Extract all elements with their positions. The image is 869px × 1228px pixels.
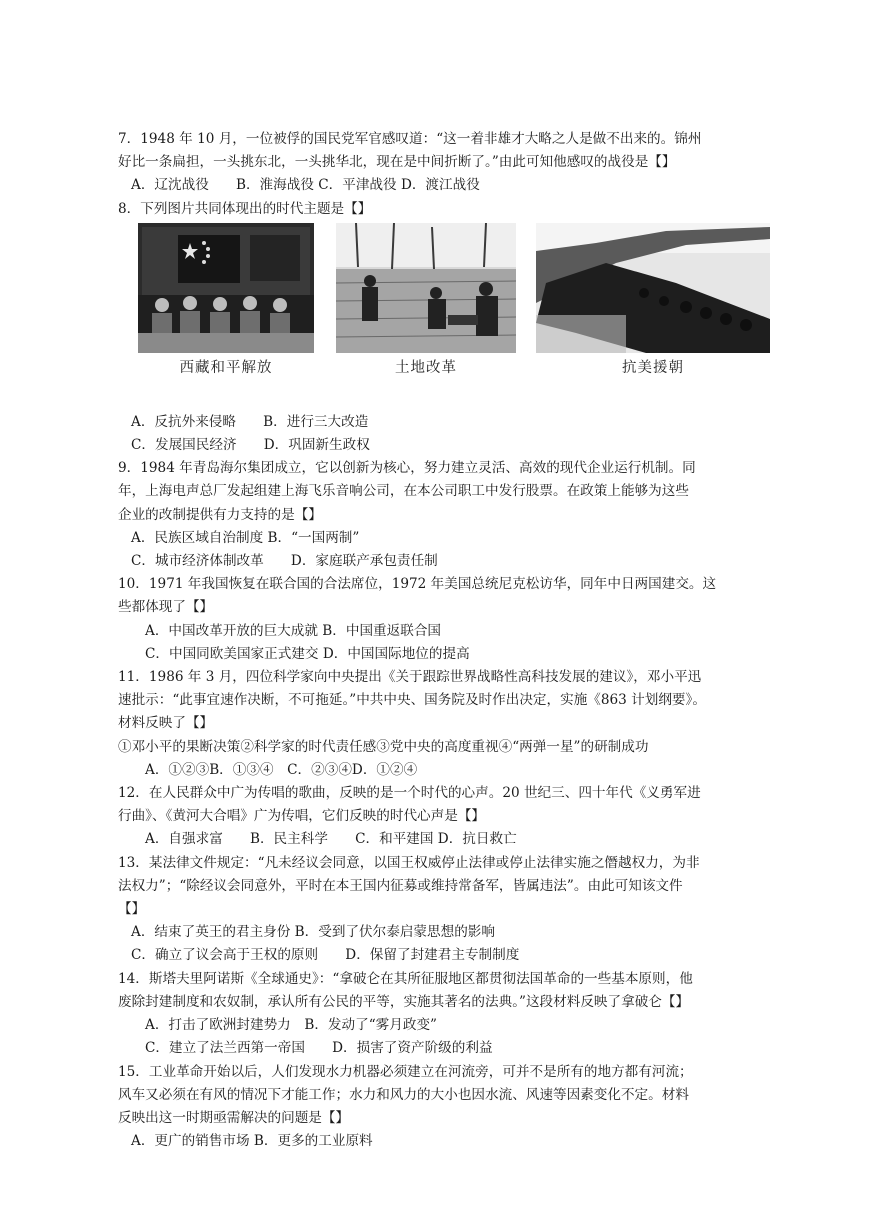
question-12 <box>118 782 773 852</box>
korea-war-photo <box>536 223 770 376</box>
question-stem: 速批示：“此事宜速作决断，不可拖延。”中共中央、国务院及时作出决定，实施《863 计划纲要》。 <box>118 692 706 709</box>
question-stem: 好比一条扁担，一头挑东北，一头挑华北，现在是中间折断了。”由此可知他感叹的战役是【】 <box>118 154 676 171</box>
answer-options: C．发展国民经济 D．巩固新生政权 <box>131 437 370 454</box>
question-stem: 企业的改制提供有力支持的是【】 <box>118 506 322 523</box>
answer-options: A．更广的销售市场 B．更多的工业原料 <box>131 1133 373 1150</box>
question-stem: 【】 <box>118 901 146 918</box>
question-stem: 14．斯塔夫里阿诺斯《全球通史》：“拿破仑在其所征服地区都贯彻法国革命的一些基本原则，他 <box>118 970 693 987</box>
question-stem: 些都体现了【】 <box>118 599 214 616</box>
question-15 <box>118 1061 773 1154</box>
question-stem: 反映出这一时期亟需解决的问题是【】 <box>118 1109 350 1126</box>
answer-options: A．打击了欧洲封建势力 B．发动了“雾月政变” <box>145 1017 437 1034</box>
answer-options: A．自强求富 B．民主科学 C．和平建国 D．抗日救亡 <box>145 831 517 848</box>
photo-caption: 西藏和平解放 <box>179 359 273 376</box>
question-stem: 15．工业革命开始以后，人们发现水力机器必须建立在河流旁，可并不是所有的地方都有河流； <box>118 1063 693 1080</box>
photo-caption: 土地改革 <box>395 359 457 376</box>
photo-row <box>118 223 773 409</box>
question-stem: 11．1986 年 3 月，四位科学家向中央提出《关于跟踪世界战略性高科技发展的建议》，邓小平迅 <box>118 669 702 686</box>
question-stem: ①邓小平的果断决策②科学家的时代责任感③党中央的高度重视④“两弹一星”的研制成功 <box>118 738 649 755</box>
question-stem: 行曲》、《黄河大合唱》广为传唱，它们反映的时代心声是【】 <box>118 808 486 825</box>
answer-options: A．反抗外来侵略 B．进行三大改造 <box>131 413 369 430</box>
question-11 <box>118 666 773 782</box>
question-stem: 年，上海电声总厂发起组建上海飞乐音响公司，在本公司职工中发行股票。在政策上能够为这些 <box>118 483 689 500</box>
question-stem: 9．1984 年青岛海尔集团成立，它以创新为核心，努力建立灵活、高效的现代企业运行机制。同 <box>118 460 696 477</box>
answer-options: A．辽沈战役 B．淮海战役 C．平津战役 D．渡江战役 <box>131 177 480 194</box>
answer-options: A．中国改革开放的巨大成就 B．中国重返联合国 <box>145 622 442 639</box>
question-stem: 7．1948 年 10 月，一位被俘的国民党军官感叹道：“这一着非雄才大略之人是做不出来的。锦州 <box>118 131 702 147</box>
answer-options: C．中国同欧美国家正式建交 D．中国国际地位的提高 <box>145 645 470 662</box>
exam-page <box>118 128 773 1153</box>
answer-options: A．结束了英王的君主身份 B．受到了伏尔泰启蒙思想的影响 <box>131 924 495 941</box>
tibet-liberation-photo <box>138 223 314 376</box>
answer-options: C．确立了议会高于王权的原则 D．保留了封建君主专制制度 <box>131 947 520 964</box>
question-stem: 废除封建制度和农奴制，承认所有公民的平等，实施其著名的法典。”这段材料反映了拿破仑【】 <box>118 993 690 1010</box>
land-reform-photo <box>336 223 516 376</box>
answer-options: C．建立了法兰西第一帝国 D．损害了资产阶级的利益 <box>145 1040 493 1057</box>
photo-caption: 抗美援朝 <box>622 359 684 376</box>
answer-options: A．民族区域自治制度 B．“一国两制” <box>131 529 360 546</box>
answer-options: A．①②③B．①③④ C．②③④D．①②④ <box>145 761 418 778</box>
question-stem: 10．1971 年我国恢复在联合国的合法席位，1972 年美国总统尼克松访华，同年中日两国建交。这 <box>118 576 717 593</box>
question-stem: 风车又必须在有风的情况下才能工作；水力和风力的大小也因水流、风速等因素变化不定。材料 <box>118 1086 689 1103</box>
question-stem: 13．某法律文件规定：“凡未经议会同意，以国王权威停止法律或停止法律实施之僭越权力，为非 <box>118 854 700 871</box>
question-10 <box>118 573 773 666</box>
question-8 <box>118 198 773 458</box>
question-stem: 法权力”；“除经议会同意外，平时在本王国内征募或维持常备军，皆属违法”。由此可知该文件 <box>118 877 683 894</box>
question-stem: 材料反映了【】 <box>118 715 214 732</box>
answer-options: C．城市经济体制改革 D．家庭联产承包责任制 <box>131 553 438 570</box>
question-14 <box>118 968 773 1061</box>
question-stem: 12．在人民群众中广为传唱的歌曲，反映的是一个时代的心声。20 世纪三、四十年代《义勇军进 <box>118 785 701 802</box>
question-9 <box>118 457 773 573</box>
question-13 <box>118 852 773 968</box>
question-stem: 8．下列图片共同体现出的时代主题是【】 <box>118 200 372 217</box>
question-7 <box>118 128 773 198</box>
